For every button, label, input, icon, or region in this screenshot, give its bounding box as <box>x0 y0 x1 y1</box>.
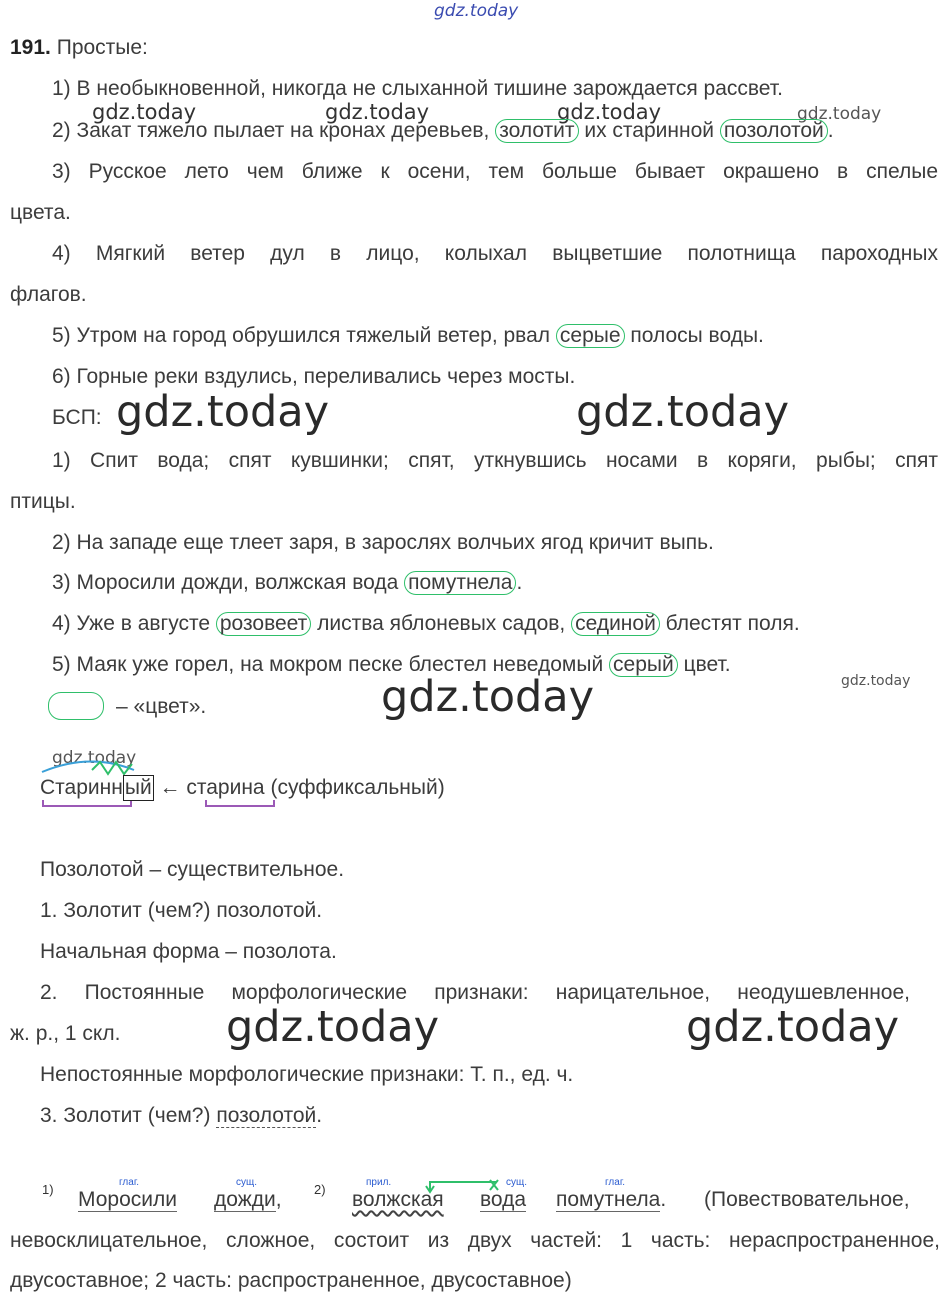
highlighted-word: серые <box>556 324 625 348</box>
subject-word: вода <box>480 1188 527 1211</box>
word-stem: Старинн <box>40 776 123 799</box>
bsp-sentence-2: 2) На западе еще тлеет заря, в зарослях волчьих ягод кричит выпь. <box>52 531 714 554</box>
section-title-simple: Простые: <box>56 36 148 59</box>
watermark: gdz.today <box>841 673 911 689</box>
watermark: gdz.today <box>576 387 790 437</box>
parse-word <box>78 1187 177 1213</box>
watermark: gdz.today <box>686 1002 900 1052</box>
punctuation: . <box>660 1188 667 1211</box>
parse-word <box>214 1187 282 1213</box>
sentence-text: цвет. <box>683 653 731 676</box>
bsp-sentence-1: 1) Спит вода; спят кувшинки; спят, уткнувшись носами в коряги, рыбы; спят <box>52 449 938 472</box>
highlighted-word: серый <box>609 653 678 677</box>
parse-description-3: двусоставное; 2 часть: распространенное, двусоставное) <box>10 1269 572 1292</box>
sentence-text: . <box>827 119 834 142</box>
watermark: gdz.today <box>381 672 595 722</box>
source-word: старина <box>186 776 265 799</box>
sentence-text: их старинной <box>584 119 714 142</box>
sentence-text: 3. Золотит (чем?) <box>40 1104 211 1127</box>
highlighted-word: сединой <box>571 612 660 636</box>
word-ending: ый <box>124 776 152 799</box>
formation-method: (суффиксальный) <box>270 776 445 799</box>
sentence-text: 5) Утром на город обрушился тяжелый ветер, рвал <box>52 324 551 347</box>
watermark-top: gdz.today <box>434 1 519 21</box>
predicate-word: Моросили <box>78 1188 177 1211</box>
exercise-number: 191. <box>10 36 51 59</box>
highlighted-word: позолотой <box>720 119 828 143</box>
parse-word <box>556 1187 666 1213</box>
sentence-text: 4) Уже в августе <box>52 612 211 635</box>
sentence-text: 3) Моросили дожди, волжская вода <box>52 571 399 594</box>
sentence-text: 5) Маяк уже горел, на мокром песке блестел неведомый <box>52 653 604 676</box>
simple-sentence-4: 4) Мягкий ветер дул в лицо, колыхал выцветшие полотнища пароходных <box>52 242 938 265</box>
watermark: gdz.today <box>325 100 430 124</box>
watermark: gdz.today <box>92 100 197 124</box>
derivation-arrow: ← <box>159 776 181 799</box>
pos-label: сущ. <box>506 1177 528 1188</box>
simple-sentence-4-cont: флагов. <box>10 283 87 306</box>
sentence-text: блестят поля. <box>665 612 800 635</box>
morph-line-4: 2. Постоянные морфологические признаки: нарицательное, неодушевленное, <box>40 981 910 1004</box>
parse-description: (Повествовательное, <box>704 1188 910 1211</box>
watermark: gdz.today <box>226 1002 440 1052</box>
simple-sentence-3: 3) Русское лето чем ближе к осени, тем больше бывает окрашено в спелые <box>52 160 938 183</box>
morph-line-4-cont: ж. р., 1 скл. <box>10 1022 121 1045</box>
underlined-word: позолотой <box>216 1104 317 1127</box>
watermark: gdz.today <box>557 100 662 124</box>
morph-line-3: Начальная форма – позолота. <box>40 940 337 963</box>
morph-line-1: Позолотой – существительное. <box>40 858 345 881</box>
watermark: gdz.today <box>797 104 882 124</box>
simple-sentence-6: 6) Горные реки вздулись, переливались через мосты. <box>52 365 576 388</box>
sentence-marker: 1) <box>42 1182 54 1197</box>
punctuation: , <box>275 1188 282 1211</box>
parse-word <box>480 1187 526 1213</box>
morph-line-2: 1. Золотит (чем?) позолотой. <box>40 899 323 922</box>
sentence-text: 2) Закат тяжело пылает на кронах деревьев, <box>52 119 490 142</box>
subject-word: дожди <box>214 1188 276 1211</box>
simple-sentence-1: 1) В необыкновенной, никогда не слыханной тишине зарождается рассвет. <box>52 77 783 100</box>
highlighted-word: помутнела <box>404 571 516 595</box>
pos-label: глаг. <box>119 1177 140 1188</box>
watermark: gdz.today <box>52 748 137 768</box>
highlighted-word: золотит <box>495 119 578 143</box>
legend-text: – «цвет». <box>116 695 207 718</box>
parse-word <box>352 1187 444 1213</box>
section-title-bsp: БСП: <box>52 406 102 429</box>
watermark: gdz.today <box>116 387 330 437</box>
highlighted-word: розовеет <box>216 612 311 636</box>
pos-label: глаг. <box>605 1177 626 1188</box>
parse-description-2: невосклицательное, сложное, состоит из двух частей: 1 часть: нераспространенное, <box>10 1229 940 1252</box>
sentence-marker: 2) <box>314 1182 326 1197</box>
sentence-text: полосы воды. <box>630 324 764 347</box>
bsp-sentence-1-cont: птицы. <box>10 490 76 513</box>
pos-label: сущ. <box>236 1177 258 1188</box>
sentence-text: . <box>316 1104 323 1127</box>
pos-label: прил. <box>366 1177 392 1188</box>
morph-line-5: Непостоянные морфологические признаки: Т. п., ед. ч. <box>40 1063 574 1086</box>
attribute-word: волжская <box>352 1188 444 1211</box>
sentence-text: листва яблоневых садов, <box>317 612 566 635</box>
simple-sentence-3-cont: цвета. <box>10 201 71 224</box>
sentence-text: . <box>516 571 523 594</box>
predicate-word: помутнела <box>556 1188 661 1211</box>
